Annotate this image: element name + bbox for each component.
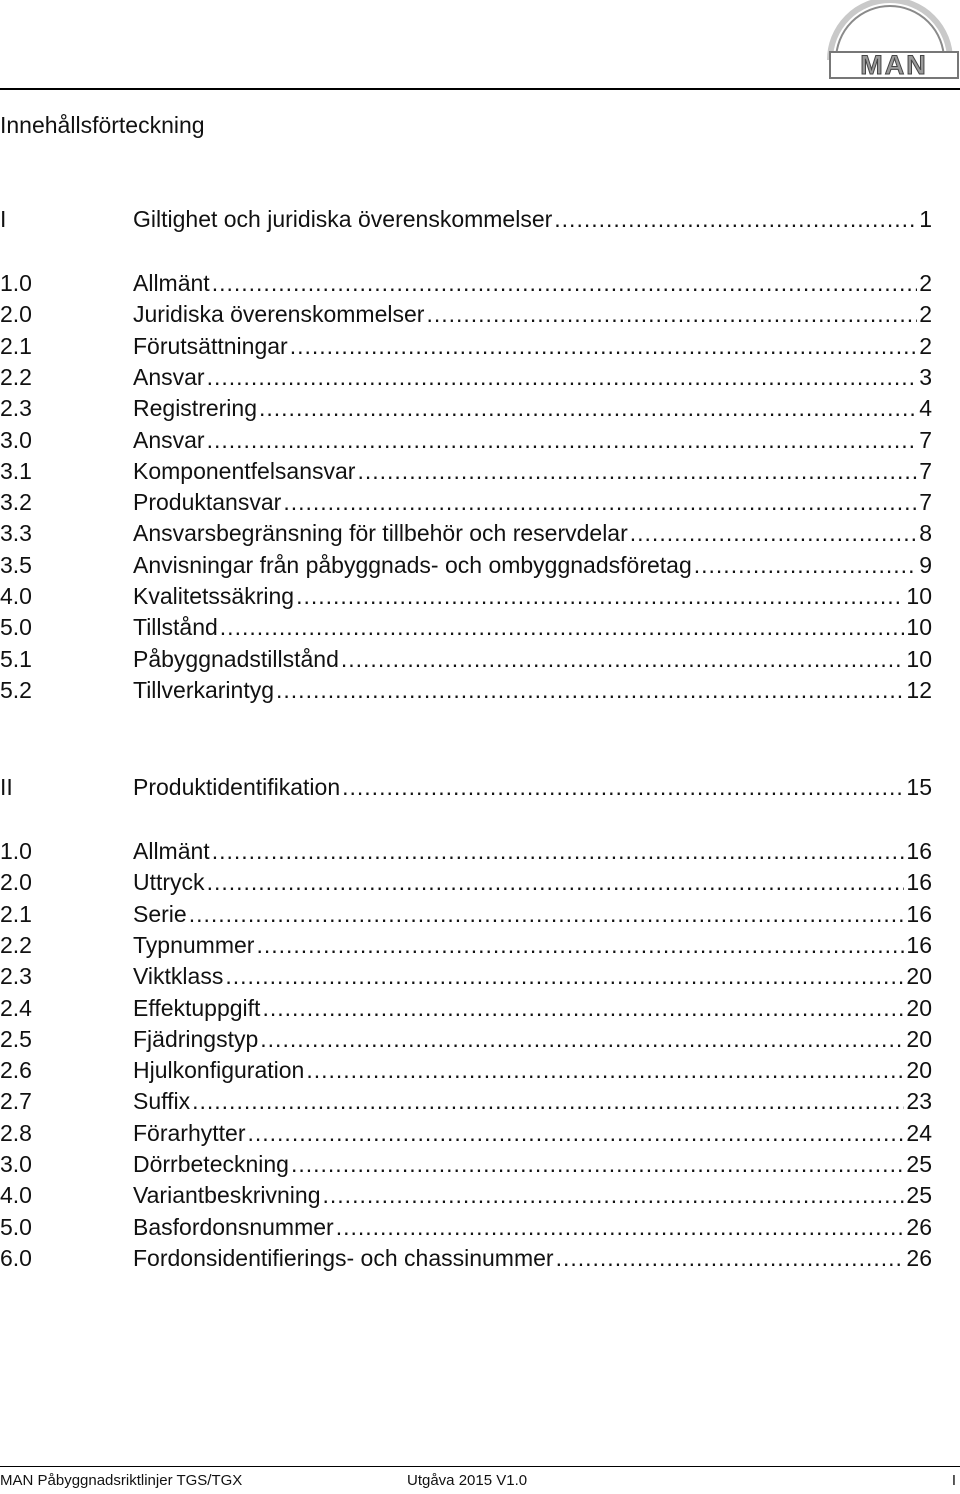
toc-page-number: 4 (919, 395, 932, 421)
toc-page-number: 16 (906, 838, 932, 864)
toc-entry-row[interactable] (0, 901, 932, 931)
toc-page-number: 1 (919, 206, 932, 232)
toc-entry-row[interactable] (0, 520, 932, 550)
toc-page-number: 7 (919, 458, 932, 484)
toc-label: Anvisningar från påbyggnads- och ombyggnadsföretag (133, 552, 692, 578)
toc-number: 2.0 (0, 869, 32, 895)
toc-entry-row[interactable] (0, 489, 932, 519)
toc-number: 2.0 (0, 301, 32, 327)
toc-label: Förutsättningar (133, 333, 288, 359)
toc-label: Ansvar (133, 427, 205, 453)
toc-leader-dots (260, 1026, 904, 1053)
toc-label: Serie (133, 901, 187, 927)
toc-number: 3.0 (0, 1151, 32, 1177)
toc-leader-dots (426, 301, 917, 328)
toc-page-number: 10 (906, 614, 932, 640)
man-logo-icon (820, 0, 960, 82)
toc-leader-dots (207, 364, 918, 391)
toc-label: Dörrbeteckning (133, 1151, 289, 1177)
toc-leader-dots (212, 270, 918, 297)
toc-label: Ansvarsbegränsning för tillbehör och reservdelar (133, 520, 628, 546)
toc-label: Juridiska överenskommelser (133, 301, 425, 327)
toc-leader-dots (554, 206, 917, 233)
toc-number: 4.0 (0, 583, 32, 609)
toc-number: 5.0 (0, 614, 32, 640)
toc-number: 2.5 (0, 1026, 32, 1052)
toc-page-number: 12 (906, 677, 932, 703)
toc-label: Variantbeskrivning (133, 1182, 321, 1208)
toc-entry-row[interactable] (0, 932, 932, 962)
toc-page-number: 7 (919, 427, 932, 453)
toc-label: Produktansvar (133, 489, 282, 515)
toc-page-number: 16 (906, 869, 932, 895)
toc-leader-dots (630, 520, 917, 547)
toc-number: 5.2 (0, 677, 32, 703)
toc-page-number: 20 (906, 963, 932, 989)
toc-entry-row[interactable] (0, 301, 932, 331)
toc-label: Ansvar (133, 364, 205, 390)
toc-leader-dots (306, 1057, 904, 1084)
toc-label: Giltighet och juridiska överenskommelser (133, 206, 553, 232)
toc-label: Basfordonsnummer (133, 1214, 334, 1240)
toc-label: Fjädringstyp (133, 1026, 259, 1052)
toc-leader-dots (207, 869, 905, 896)
toc-label: Fordonsidentifierings- och chassinummer (133, 1245, 554, 1271)
toc-leader-dots (323, 1182, 905, 1209)
page-title: Innehållsförteckning (0, 112, 205, 138)
toc-entry-row[interactable] (0, 427, 932, 457)
toc-label: Allmänt (133, 838, 210, 864)
toc-leader-dots (207, 427, 918, 454)
toc-page-number: 23 (906, 1088, 932, 1114)
toc-leader-dots (192, 1088, 904, 1115)
toc-entry-row[interactable] (0, 333, 932, 363)
toc-entry-row[interactable] (0, 1057, 932, 1087)
toc-entry-row[interactable] (0, 1245, 932, 1275)
toc-page-number: 3 (919, 364, 932, 390)
toc-page-number: 2 (919, 301, 932, 327)
toc-leader-dots (556, 1245, 905, 1272)
toc-entry-row[interactable] (0, 1088, 932, 1118)
toc-leader-dots (357, 458, 917, 485)
logo-text: MAN (860, 50, 928, 80)
toc-entry-row[interactable] (0, 1026, 932, 1056)
toc-number: 5.0 (0, 1214, 32, 1240)
toc-page-number: 2 (919, 270, 932, 296)
toc-leader-dots (220, 614, 905, 641)
toc-page-number: 20 (906, 1057, 932, 1083)
toc-leader-dots (290, 333, 918, 360)
toc-number: 3.1 (0, 458, 32, 484)
toc-page-number: 25 (906, 1182, 932, 1208)
toc-leader-dots (694, 552, 917, 579)
toc-section-row[interactable] (0, 206, 932, 236)
toc-number: 2.4 (0, 995, 32, 1021)
toc-number: 2.1 (0, 901, 32, 927)
toc-label: Påbyggnadstillstånd (133, 646, 339, 672)
toc-label: Allmänt (133, 270, 210, 296)
toc-leader-dots (342, 774, 904, 801)
toc-page-number: 2 (919, 333, 932, 359)
toc-number: 1.0 (0, 838, 32, 864)
header-rule (0, 88, 960, 90)
footer-document-name: MAN Påbyggnadsriktlinjer TGS/TGX (0, 1472, 243, 1489)
toc-number: 2.1 (0, 333, 32, 359)
toc-label: Typnummer (133, 932, 255, 958)
footer-rule (0, 1466, 960, 1467)
toc-page-number: 10 (906, 583, 932, 609)
toc-entry-row[interactable] (0, 963, 932, 993)
toc-entry-row[interactable] (0, 1214, 932, 1244)
toc-entry-row[interactable] (0, 995, 932, 1025)
toc-page-number: 9 (919, 552, 932, 578)
toc-number: 2.7 (0, 1088, 32, 1114)
toc-entry-row[interactable] (0, 1120, 932, 1150)
toc-number: 2.3 (0, 963, 32, 989)
toc-entry-row[interactable] (0, 552, 932, 582)
toc-label: Förarhytter (133, 1120, 246, 1146)
toc-page-number: 20 (906, 995, 932, 1021)
toc-leader-dots (336, 1214, 905, 1241)
toc-number: 3.5 (0, 552, 32, 578)
toc-page-number: 26 (906, 1214, 932, 1240)
toc-leader-dots (247, 1120, 904, 1147)
toc-number: 2.2 (0, 364, 32, 390)
toc-entry-row[interactable] (0, 364, 932, 394)
toc-number: 5.1 (0, 646, 32, 672)
toc-page-number: 8 (919, 520, 932, 546)
toc-label: Uttryck (133, 869, 205, 895)
toc-leader-dots (283, 489, 917, 516)
footer-edition: Utgåva 2015 V1.0 (407, 1472, 528, 1489)
toc-leader-dots (212, 838, 905, 865)
toc-number: 4.0 (0, 1182, 32, 1208)
toc-entry-row[interactable] (0, 583, 932, 613)
toc-page-number: 16 (906, 901, 932, 927)
toc-page-number: 16 (906, 932, 932, 958)
toc-page-number: 25 (906, 1151, 932, 1177)
toc-number: 2.2 (0, 932, 32, 958)
toc-entry-row[interactable] (0, 458, 932, 488)
toc-label: Suffix (133, 1088, 191, 1114)
toc-label: Produktidentifikation (133, 774, 341, 800)
toc-number: II (0, 774, 13, 800)
toc-label: Registrering (133, 395, 257, 421)
toc-leader-dots (296, 583, 904, 610)
toc-entry-row[interactable] (0, 1182, 932, 1212)
toc-leader-dots (262, 995, 904, 1022)
toc-label: Hjulkonfiguration (133, 1057, 305, 1083)
toc-entry-row[interactable] (0, 646, 932, 676)
toc-label: Komponentfelsansvar (133, 458, 356, 484)
toc-label: Effektuppgift (133, 995, 261, 1021)
toc-leader-dots (256, 932, 904, 959)
toc-label: Tillverkarintyg (133, 677, 275, 703)
toc-leader-dots (225, 963, 904, 990)
toc-leader-dots (276, 677, 904, 704)
toc-entry-row[interactable] (0, 838, 932, 868)
toc-number: 1.0 (0, 270, 32, 296)
toc-entry-row[interactable] (0, 1151, 932, 1181)
footer-page-number: I (951, 1472, 956, 1489)
toc-leader-dots (341, 646, 905, 673)
toc-number: I (0, 206, 7, 232)
toc-page-number: 20 (906, 1026, 932, 1052)
toc-page-number: 7 (919, 489, 932, 515)
toc-number: 3.0 (0, 427, 32, 453)
toc-leader-dots (291, 1151, 904, 1178)
toc-number: 2.8 (0, 1120, 32, 1146)
toc-label: Kvalitetssäkring (133, 583, 295, 609)
toc-number: 2.3 (0, 395, 32, 421)
toc-leader-dots (259, 395, 917, 422)
toc-number: 2.6 (0, 1057, 32, 1083)
toc-entry-row[interactable] (0, 869, 932, 899)
toc-number: 3.2 (0, 489, 32, 515)
toc-section-row[interactable] (0, 774, 932, 804)
toc-number: 6.0 (0, 1245, 32, 1271)
toc-number: 3.3 (0, 520, 32, 546)
toc-entry-row[interactable] (0, 395, 932, 425)
toc-entry-row[interactable] (0, 677, 932, 707)
toc-page-number: 10 (906, 646, 932, 672)
toc-page-number: 24 (906, 1120, 932, 1146)
toc-label: Tillstånd (133, 614, 218, 640)
toc-entry-row[interactable] (0, 614, 932, 644)
toc-leader-dots (189, 901, 905, 928)
toc-label: Viktklass (133, 963, 224, 989)
toc-page-number: 26 (906, 1245, 932, 1271)
toc-page-number: 15 (906, 774, 932, 800)
toc-entry-row[interactable] (0, 270, 932, 300)
